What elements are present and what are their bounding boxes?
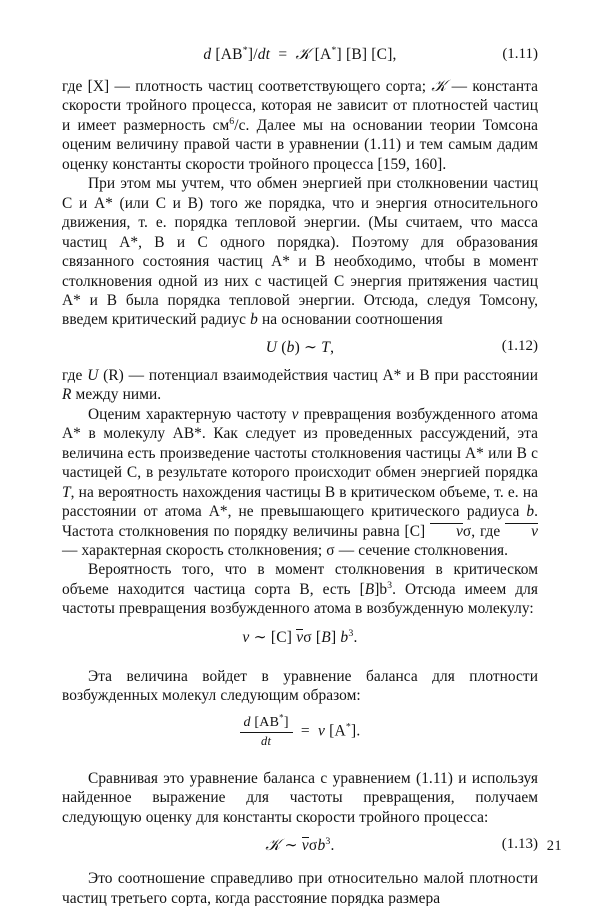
paragraph-comparison: [62, 769, 538, 827]
p4-symbol-nu: ν: [291, 405, 299, 423]
p4-fragment-e: , на вероятность нахождения частицы В в критическом объеме, т. е. на расстоянии от атома А*, не превышающего критического радиуса: [62, 483, 538, 521]
fraction-d-ab-dt: [240, 712, 293, 749]
p5-symbol-b: B: [364, 580, 375, 598]
p3-fragment-a: где: [62, 366, 88, 384]
paragraph-balance-intro: [62, 667, 538, 706]
equation-1-11: [62, 46, 538, 64]
p1-fragment-a: где [X] — плотность частиц соответствующего сорта;: [62, 78, 432, 95]
p4-fragment-i: σ, где: [462, 522, 506, 540]
equation-1-12-tag: (1.12): [501, 337, 538, 354]
equation-balance: [62, 712, 538, 749]
p5-superscript-three: 3: [387, 579, 393, 591]
equation-1-11-tag: (1.11): [502, 46, 538, 62]
p4-symbol-t: T: [62, 483, 71, 501]
p6-text: Эта величина войдет в уравнение баланса для плотности возбужденных молекул следующим образом:: [62, 667, 538, 705]
p2-fragment-a: При этом мы учтем, что обмен энергией при столкновении частиц С и А* (или С и В) того же порядка, что и энергия относительного движения, т. е. порядка тепловой энергии. (Мы считаем, что масса частиц А*, В и С одного порядка). Поэтому для образования связанного состояния частиц А* и В необходимо, чтобы в момент столкновения одной из них с частицей С энергия притяжения частиц А* и В была порядка тепловой энергии. Отсюда, следуя Томсону, введем критический радиус: [62, 175, 538, 329]
p5-fragment-a: Вероятность того, что в момент столкновения в критическом объеме находится частица сорта В, есть [: [62, 561, 538, 598]
p2-fragment-c: на основании соотношения: [257, 311, 443, 329]
equation-1-12-body: U (b) ∼ T,: [265, 338, 335, 356]
script-k-symbol-eq113: 𝒦: [265, 837, 281, 855]
p4-fragment-k: — характерная скорость столкновения; σ — сечение столкновения.: [62, 541, 509, 559]
p3-symbol-r: R: [62, 386, 72, 404]
script-k-symbol-inline: 𝒦: [431, 78, 447, 95]
paragraph-frequency-estimate: [62, 405, 538, 561]
equation-nu: [62, 628, 538, 647]
p3-fragment-d: — потенциал взаимодействия частиц А* и В при расстоянии: [123, 366, 538, 384]
paragraph-where-x: [62, 77, 538, 174]
equation-nu-body: ν ∼ [C] vσ [B] $b^3$.: [242, 627, 358, 646]
p3-fragment-c: (R): [98, 366, 124, 384]
p1-fragment-d: /с. Далее мы на основании теории Томсона оценим величину правой части в уравнении (1.11) и тем самым дадим оценку константы скорости тройного процесса [159, 160].: [62, 116, 538, 173]
equation-1-13-body: 𝒦 ∼ vσb$^3$.: [265, 835, 335, 855]
p4-symbol-v-bar-2: v: [505, 523, 538, 539]
p4-fragment-c: превращения возбужденного атома А* в молекулу АВ*. Как следует из проведенных рассуждений, эта величина есть произведение частоты столкновения частицы А* или В с частицей С, в результате которого происходит обмен энергией порядка: [62, 405, 538, 482]
p8-text: Это соотношение справедливо при относительно малой плотности частиц третьего сорта, когда расстояние порядка размера: [62, 870, 538, 906]
page-content: [62, 0, 538, 906]
p4-fragment-g: . Частота столкновения по порядку величины равна [С]: [62, 503, 538, 540]
p7-text: Сравнивая это уравнение баланса с уравнением (1.11) и используя найденное выражение для частоты превращения, получаем следующую оценку для константы скорости тройного процесса:: [62, 769, 538, 826]
paragraph-validity: [62, 869, 538, 906]
p3-symbol-u: U: [87, 366, 99, 384]
equation-1-12: [62, 338, 538, 357]
script-k-symbol: 𝒦: [295, 46, 311, 63]
p5-fragment-e: . Отсюда имеем для частоты превращения возбужденного атома в возбужденную молекулу:: [62, 580, 538, 618]
p1-fragment-b: — константа скорости тройного процесса, которая не зависит от плотностей частиц и имеет размерность см: [62, 78, 538, 134]
equation-balance-body: $\frac{d [AB^*]}{dt}$ = ν [A*].: [240, 715, 361, 749]
p4-fragment-a: Оценим характерную частоту: [88, 405, 292, 423]
paragraph-potential-definition: [62, 366, 538, 405]
p3-fragment-f: между ними.: [71, 386, 162, 404]
v-bar-symbol: v: [296, 628, 304, 646]
page-number: 21: [546, 838, 562, 854]
p4-symbol-b: b: [526, 503, 535, 521]
p5-fragment-c: ]b: [374, 580, 388, 598]
fraction-denominator: dt: [261, 733, 272, 748]
fraction-numerator: d [AB*]: [240, 715, 293, 733]
p1-superscript-six: 6: [229, 115, 235, 127]
equation-1-11-body: d [AB*]/dt = 𝒦 [A*] [B] [C],: [203, 44, 397, 63]
equation-1-13: [62, 836, 538, 855]
p2-symbol-b: b: [250, 311, 258, 329]
equation-1-13-tag: (1.13): [501, 836, 538, 853]
paragraph-energy-exchange: [62, 174, 538, 330]
paragraph-probability: [62, 560, 538, 618]
p4-symbol-v-bar: v: [430, 523, 463, 539]
v-bar-symbol-eq113: v: [301, 837, 309, 855]
